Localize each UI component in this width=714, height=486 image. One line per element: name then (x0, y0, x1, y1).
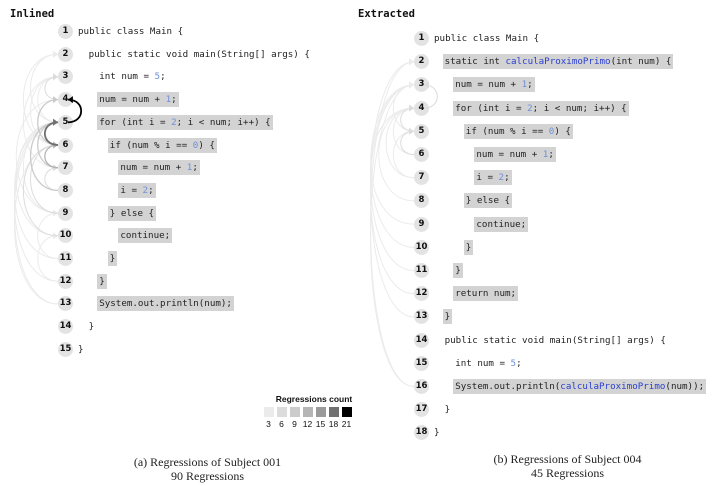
legend-item (340, 407, 353, 429)
code-token: static int (444, 56, 506, 68)
number-token: 1 (165, 94, 172, 106)
regression-arrowhead (409, 81, 414, 88)
code-token: } (444, 404, 451, 416)
line-number-badge: 4 (58, 92, 73, 107)
code-token: for (int i = (99, 116, 172, 128)
code-token: } (88, 321, 95, 333)
code-token: } (465, 241, 472, 253)
code-token: } (434, 427, 440, 439)
method-token: calculaProximoPrimo (505, 56, 611, 68)
code-token: } (78, 343, 84, 355)
line-number-badge: 11 (58, 251, 73, 266)
number-token: 0 (548, 125, 555, 137)
legend-label: 21 (341, 419, 352, 429)
number-token: 5 (510, 357, 517, 369)
number-token: 1 (186, 162, 193, 174)
code-token: public static void main(String[] args) { (88, 48, 310, 60)
code-token: num = num + (455, 79, 522, 91)
code-token: i = (120, 184, 143, 196)
line-number-badge: 14 (414, 333, 429, 348)
line-number-badge: 15 (58, 342, 73, 357)
legend-swatch (290, 407, 300, 417)
line-number-badge: 15 (414, 356, 429, 371)
legend-label: 15 (315, 419, 326, 429)
line-number-badge: 5 (414, 124, 429, 139)
legend-item (327, 407, 340, 429)
code-token: ; (516, 357, 522, 369)
code-token: for (int i = (455, 102, 528, 114)
extracted-caption-line1: (b) Regressions of Subject 004 (493, 452, 642, 466)
code-token: ) { (198, 139, 215, 151)
code-token: return num; (455, 288, 517, 300)
line-number-badge: 17 (414, 402, 429, 417)
line-number-badge: 6 (414, 147, 429, 162)
line-number-badge: 3 (414, 77, 429, 92)
legend-item (301, 407, 314, 429)
line-number-badge: 3 (58, 69, 73, 84)
code-token: System.out.println( (455, 381, 561, 392)
code-token: num = num + (120, 162, 187, 174)
method-token: calculaProximoPrimo (560, 381, 666, 392)
regression-arrowhead (409, 105, 414, 112)
line-number-badge: 14 (58, 319, 73, 334)
line-number-badge: 10 (414, 240, 429, 255)
code-token: ; i < num; i++) { (532, 102, 627, 114)
regression-arrowhead (53, 119, 58, 126)
code-token: ; (527, 79, 533, 91)
regression-arrowhead (53, 96, 58, 103)
line-number-badge: 8 (414, 193, 429, 208)
line-number-badge: 7 (414, 170, 429, 185)
regression-arrowhead (53, 73, 58, 80)
regression-arrowhead (424, 81, 429, 88)
legend-label: 12 (302, 419, 313, 429)
legend-item (275, 407, 288, 429)
code-token: int num = (99, 71, 155, 83)
regression-arrowhead (68, 96, 73, 103)
code-token: ) { (554, 125, 571, 137)
inlined-caption-line1: (a) Regressions of Subject 001 (133, 455, 282, 469)
line-number-badge: 6 (58, 138, 73, 153)
regression-arc (424, 85, 437, 108)
code-token: (num)); (665, 381, 705, 392)
line-number-badge: 2 (414, 54, 429, 69)
code-token: } (444, 311, 451, 323)
legend-item (314, 407, 327, 429)
line-number-badge: 1 (414, 31, 429, 46)
line-number-badge: 8 (58, 183, 73, 198)
code-token: ; (548, 149, 554, 160)
code-token: } (99, 275, 105, 287)
regression-arrowhead (53, 51, 58, 58)
line-number-badge: 18 (414, 425, 429, 440)
regression-arrowhead (409, 58, 414, 65)
number-token: 1 (542, 149, 549, 160)
line-number-badge: 10 (58, 228, 73, 243)
legend-swatch (277, 407, 287, 417)
regression-arrowhead (409, 128, 414, 135)
legend-swatch (303, 407, 313, 417)
line-number-badge: 13 (414, 309, 429, 324)
regressions-legend (262, 394, 366, 429)
number-token: 0 (192, 139, 199, 151)
code-token: } else { (109, 207, 155, 219)
code-token: (int num) { (610, 56, 672, 68)
line-number-badge: 7 (58, 160, 73, 175)
code-token: ; (504, 172, 510, 184)
line-number-badge: 5 (58, 115, 73, 130)
inlined-panel-title: Inlined (10, 8, 55, 20)
code-token: System.out.println(num); (99, 298, 232, 310)
line-number-badge: 9 (414, 217, 429, 232)
line-number-badge: 9 (58, 206, 73, 221)
number-token: 1 (521, 79, 528, 91)
legend-title: Regressions count (275, 394, 353, 404)
line-number-badge: 4 (414, 101, 429, 116)
legend-swatch (264, 407, 274, 417)
code-token: public class Main { (434, 33, 540, 44)
code-token: ; (192, 162, 198, 174)
extracted-panel-title: Extracted (358, 8, 415, 20)
legend-item (288, 407, 301, 429)
code-token: int num = (455, 357, 511, 369)
legend-swatch (316, 407, 326, 417)
line-number-badge: 1 (58, 24, 73, 39)
regression-arc (371, 62, 415, 317)
legend-label: 18 (328, 419, 339, 429)
number-token: 2 (527, 102, 533, 114)
legend-label: 6 (279, 419, 284, 429)
legend-label: 3 (266, 419, 271, 429)
code-token: public static void main(String[] args) { (444, 334, 666, 346)
code-token: continue; (120, 230, 171, 242)
code-token: } (455, 265, 461, 276)
code-token: public class Main { (78, 26, 184, 37)
legend-swatch (329, 407, 339, 417)
code-token: ; i < num; i++) { (176, 116, 271, 128)
number-token: 5 (154, 71, 161, 83)
regression-arc (68, 100, 81, 123)
legend-swatch (342, 407, 352, 417)
line-number-badge: 12 (58, 274, 73, 289)
legend-item (262, 407, 275, 429)
extracted-caption-line2: 45 Regressions (531, 466, 604, 480)
regression-arc (45, 168, 58, 191)
code-token: ; (148, 184, 154, 196)
regression-arc (371, 62, 415, 387)
legend-label: 9 (292, 419, 297, 429)
number-token: 2 (171, 116, 177, 128)
code-token: } (109, 253, 116, 264)
code-token: if (num % i == (465, 125, 549, 137)
code-token: ; (171, 94, 177, 106)
code-token: num = num + (476, 149, 543, 160)
line-number-badge: 12 (414, 286, 429, 301)
code-token: } else { (465, 195, 511, 207)
code-token: num = num + (99, 94, 166, 106)
line-number-badge: 16 (414, 379, 429, 394)
line-number-badge: 2 (58, 47, 73, 62)
regression-arc (371, 85, 415, 271)
code-token: i = (476, 172, 499, 184)
number-token: 2 (142, 184, 149, 196)
line-number-badge: 13 (58, 296, 73, 311)
number-token: 2 (498, 172, 505, 184)
line-number-badge: 11 (414, 263, 429, 278)
regression-arc (15, 122, 59, 304)
code-token: if (num % i == (109, 139, 193, 151)
code-token: ; (160, 71, 166, 83)
code-token: continue; (476, 218, 527, 230)
inlined-caption-line2: 90 Regressions (171, 469, 244, 483)
legend-scale (262, 407, 366, 429)
